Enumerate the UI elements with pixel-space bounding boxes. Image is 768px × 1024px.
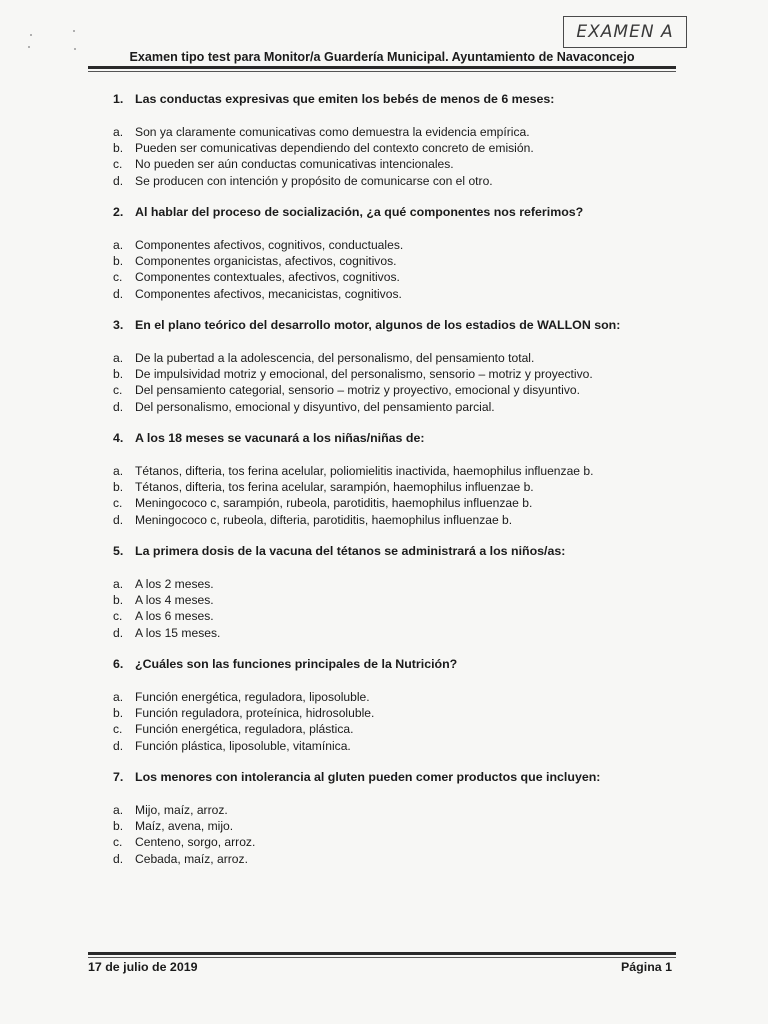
option-d <box>113 399 593 415</box>
option-letter: b. <box>113 480 124 495</box>
option-c <box>113 721 374 737</box>
option-letter: d. <box>113 399 124 414</box>
option-letter: c. <box>113 383 123 398</box>
option-letter: c. <box>113 835 123 850</box>
option-a <box>113 689 374 705</box>
option-letter: b. <box>113 141 124 156</box>
option-a <box>113 576 220 592</box>
question-text: ¿Cuáles son las funciones principales de la Nutrición? <box>135 657 458 671</box>
option-c <box>113 269 403 285</box>
question-stem <box>113 770 600 784</box>
option-letter: a. <box>113 803 124 817</box>
option-letter: c. <box>113 157 123 172</box>
option-text: Mijo, maíz, arroz. <box>135 803 228 817</box>
option-letter: a. <box>113 238 124 252</box>
option-list <box>113 802 255 867</box>
question-stem <box>113 205 583 219</box>
question-5 <box>0 544 768 657</box>
option-letter: c. <box>113 722 123 737</box>
option-letter: b. <box>113 593 124 608</box>
option-b <box>113 140 534 156</box>
scan-speck <box>28 46 30 48</box>
option-letter: d. <box>113 738 124 753</box>
option-letter: a. <box>113 125 124 139</box>
option-text: Componentes organicistas, afectivos, cognitivos. <box>135 254 397 269</box>
option-c <box>113 834 255 850</box>
option-letter: d. <box>113 512 124 527</box>
option-text: Centeno, sorgo, arroz. <box>135 835 256 850</box>
scan-speck <box>74 48 76 50</box>
option-letter: b. <box>113 254 124 269</box>
option-d <box>113 851 255 867</box>
option-text: Función reguladora, proteínica, hidrosoluble. <box>135 706 375 721</box>
footer-divider <box>88 952 676 955</box>
option-c <box>113 495 593 511</box>
option-b <box>113 479 593 495</box>
option-list <box>113 576 220 641</box>
question-1 <box>0 92 768 205</box>
question-7 <box>0 770 768 883</box>
option-list <box>113 237 403 302</box>
question-text: Los menores con intolerancia al gluten pueden comer productos que incluyen: <box>135 770 601 784</box>
question-text: Las conductas expresivas que emiten los bebés de menos de 6 meses: <box>135 92 555 106</box>
option-a <box>113 350 593 366</box>
option-c <box>113 608 220 624</box>
question-2 <box>0 205 768 318</box>
question-number: 6. <box>113 657 124 671</box>
option-text: Función energética, reguladora, plástica. <box>135 722 354 737</box>
question-number: 7. <box>113 770 124 784</box>
option-letter: a. <box>113 464 124 478</box>
option-text: Pueden ser comunicativas dependiendo del contexto concreto de emisión. <box>135 141 534 156</box>
question-6 <box>0 657 768 770</box>
question-text: A los 18 meses se vacunará a los niñas/niñas de: <box>135 431 425 445</box>
question-number: 5. <box>113 544 124 558</box>
question-number: 3. <box>113 318 124 332</box>
page-number: Página 1 <box>621 960 672 974</box>
option-text: Función plástica, liposoluble, vitamínica. <box>135 738 351 753</box>
option-text: Cebada, maíz, arroz. <box>135 851 248 866</box>
option-a <box>113 237 403 253</box>
option-letter: d. <box>113 173 124 188</box>
footer-divider-thin <box>88 957 676 958</box>
option-text: Componentes contextuales, afectivos, cognitivos. <box>135 270 400 285</box>
option-text: A los 4 meses. <box>135 593 214 608</box>
scan-speck <box>73 30 75 32</box>
question-stem <box>113 431 424 445</box>
option-text: Se producen con intención y propósito de comunicarse con el otro. <box>135 173 493 188</box>
option-b <box>113 818 255 834</box>
option-b <box>113 253 403 269</box>
option-text: A los 6 meses. <box>135 609 214 624</box>
option-d <box>113 286 403 302</box>
question-text: Al hablar del proceso de socialización, ¿a qué componentes nos referimos? <box>135 205 584 219</box>
option-a <box>113 124 534 140</box>
option-letter: d. <box>113 851 124 866</box>
question-stem <box>113 318 620 332</box>
option-text: No pueden ser aún conductas comunicativas intencionales. <box>135 157 454 172</box>
option-a <box>113 463 593 479</box>
option-text: Tétanos, difteria, tos ferina acelular, poliomielitis inactivida, haemophilus influenzae b. <box>135 464 594 478</box>
option-d <box>113 738 374 754</box>
option-letter: d. <box>113 286 124 301</box>
option-letter: a. <box>113 577 124 591</box>
exam-version-stamp: EXAMEN A <box>563 16 687 48</box>
option-d <box>113 625 220 641</box>
option-d <box>113 173 534 189</box>
option-text: Meningococo c, rubeola, difteria, parotiditis, haemophilus influenzae b. <box>135 512 513 527</box>
option-letter: b. <box>113 819 124 834</box>
question-number: 2. <box>113 205 124 219</box>
option-a <box>113 802 255 818</box>
option-list <box>113 124 534 189</box>
option-text: Función energética, reguladora, liposoluble. <box>135 690 370 704</box>
option-c <box>113 156 534 172</box>
option-letter: c. <box>113 270 123 285</box>
page-title: Examen tipo test para Monitor/a Guardería Municipal. Ayuntamiento de Navaconcejo <box>129 50 635 64</box>
option-text: De impulsividad motriz y emocional, del personalismo, sensorio – motriz y proyectivo. <box>135 367 593 382</box>
option-text: Componentes afectivos, mecanicistas, cognitivos. <box>135 286 402 301</box>
option-text: Tétanos, difteria, tos ferina acelular, sarampión, haemophilus influenzae b. <box>135 480 534 495</box>
option-text: Meningococo c, sarampión, rubeola, parotiditis, haemophilus influenzae b. <box>135 496 533 511</box>
option-letter: a. <box>113 690 124 704</box>
option-text: A los 2 meses. <box>135 577 214 591</box>
option-text: Componentes afectivos, cognitivos, conductuales. <box>135 238 404 252</box>
option-list <box>113 689 374 754</box>
option-text: De la pubertad a la adolescencia, del personalismo, del pensamiento total. <box>135 351 535 365</box>
header-divider-thin <box>88 71 676 72</box>
option-text: Son ya claramente comunicativas como demuestra la evidencia empírica. <box>135 125 530 139</box>
option-letter: c. <box>113 496 123 511</box>
option-letter: b. <box>113 706 124 721</box>
option-b <box>113 592 220 608</box>
option-b <box>113 366 593 382</box>
footer-date: 17 de julio de 2019 <box>88 960 198 974</box>
scan-speck <box>30 34 32 36</box>
question-number: 1. <box>113 92 124 106</box>
option-letter: b. <box>113 367 124 382</box>
option-c <box>113 382 593 398</box>
header-divider <box>88 66 676 69</box>
question-stem <box>113 92 554 106</box>
option-b <box>113 705 374 721</box>
option-text: Del personalismo, emocional y disyuntivo, del pensamiento parcial. <box>135 399 495 414</box>
question-text: En el plano teórico del desarrollo motor, algunos de los estadios de WALLON son: <box>135 318 621 332</box>
question-4 <box>0 431 768 544</box>
option-d <box>113 512 593 528</box>
option-text: A los 15 meses. <box>135 625 221 640</box>
question-list <box>0 92 768 883</box>
option-letter: d. <box>113 625 124 640</box>
question-stem <box>113 544 565 558</box>
option-text: Maíz, avena, mijo. <box>135 819 234 834</box>
option-letter: c. <box>113 609 123 624</box>
option-text: Del pensamiento categorial, sensorio – motriz y proyectivo, emocional y disyuntivo. <box>135 383 580 398</box>
question-stem <box>113 657 457 671</box>
option-list <box>113 350 593 415</box>
question-text: La primera dosis de la vacuna del tétanos se administrará a los niños/as: <box>135 544 566 558</box>
option-list <box>113 463 593 528</box>
option-letter: a. <box>113 351 124 365</box>
question-number: 4. <box>113 431 124 445</box>
question-3 <box>0 318 768 431</box>
